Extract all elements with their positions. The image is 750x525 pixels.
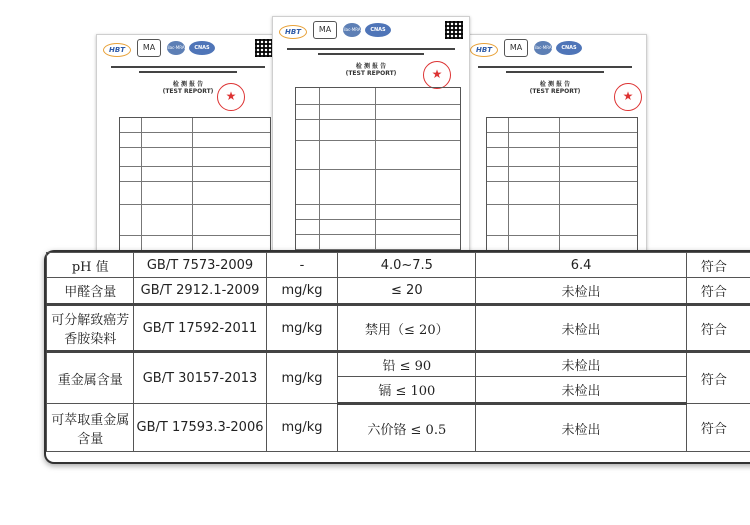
judgement-cell: 符合	[686, 305, 750, 352]
report-title: 检 测 报 告 (TEST REPORT)	[345, 63, 397, 77]
report-header-text	[474, 63, 636, 76]
report-page-center	[272, 16, 470, 256]
result-cell: 6.4	[476, 253, 687, 278]
test-item-cell: 重金属含量	[47, 352, 134, 404]
result-cell: 未检出	[476, 278, 687, 305]
ma-logo: MA	[137, 39, 161, 57]
test-results-table	[46, 252, 750, 452]
judgement-cell: 符合	[686, 352, 750, 404]
certification-logos	[103, 39, 273, 61]
report-page-left	[96, 34, 280, 256]
cnas-logo: CNAS	[365, 23, 391, 37]
limit-cell: 4.0~7.5	[338, 253, 476, 278]
test-item-cell: 甲醛含量	[47, 278, 134, 305]
qr-code-icon	[445, 21, 463, 39]
unit-cell: mg/kg	[266, 404, 338, 452]
result-cell: 未检出	[476, 377, 687, 404]
judgement-cell: 符合	[686, 404, 750, 452]
unit-cell: mg/kg	[266, 352, 338, 404]
table-row	[47, 278, 750, 305]
standard-cell: GB/T 7573-2009	[134, 253, 266, 278]
table-row	[47, 305, 750, 352]
report-header-text	[283, 45, 459, 58]
report-mini-table	[119, 117, 271, 251]
ilac-logo: ilac-MRA	[343, 23, 361, 37]
table-row	[47, 404, 750, 452]
unit-cell: -	[266, 253, 338, 278]
ilac-logo: ilac-MRA	[167, 41, 185, 55]
report-title: 检 测 报 告 (TEST REPORT)	[162, 81, 214, 95]
standard-cell: GB/T 2912.1-2009	[134, 278, 266, 305]
test-item-cell: 可分解致癌芳 香胺染料	[47, 305, 134, 352]
report-title: 检 测 报 告 (TEST REPORT)	[529, 81, 581, 95]
limit-cell: 镉 ≤ 100	[338, 377, 476, 404]
result-cell: 未检出	[476, 404, 687, 452]
standard-cell: GB/T 17592-2011	[134, 305, 266, 352]
cnas-logo: CNAS	[189, 41, 215, 55]
zoomed-results-table	[44, 250, 750, 464]
red-seal-icon: ★	[217, 83, 245, 111]
unit-cell: mg/kg	[266, 305, 338, 352]
limit-cell: 铅 ≤ 90	[338, 352, 476, 377]
qr-code-icon	[255, 39, 273, 57]
judgement-cell: 符合	[686, 253, 750, 278]
unit-cell: mg/kg	[266, 278, 338, 305]
certification-logos	[279, 21, 463, 43]
cnas-logo: CNAS	[556, 41, 582, 55]
standard-cell: GB/T 30157-2013	[134, 352, 266, 404]
test-item-cell: pH 值	[47, 253, 134, 278]
report-page-right	[463, 34, 647, 256]
certification-logos	[470, 39, 640, 61]
limit-cell: 禁用（≤ 20）	[338, 305, 476, 352]
hbt-logo: HBT	[470, 43, 498, 57]
result-cell: 未检出	[476, 352, 687, 377]
hbt-logo: HBT	[279, 25, 307, 39]
result-cell: 未检出	[476, 305, 687, 352]
ilac-logo: ilac-MRA	[534, 41, 552, 55]
standard-cell: GB/T 17593.3-2006	[134, 404, 266, 452]
limit-cell: ≤ 20	[338, 278, 476, 305]
table-row	[47, 253, 750, 278]
ma-logo: MA	[504, 39, 528, 57]
ma-logo: MA	[313, 21, 337, 39]
report-header-text	[107, 63, 269, 76]
limit-cell: 六价铬 ≤ 0.5	[338, 404, 476, 452]
report-mini-table	[295, 87, 461, 251]
table-row	[47, 352, 750, 377]
red-seal-icon: ★	[423, 61, 451, 89]
red-seal-icon: ★	[614, 83, 642, 111]
test-item-cell: 可萃取重金属 含量	[47, 404, 134, 452]
judgement-cell: 符合	[686, 278, 750, 305]
hbt-logo: HBT	[103, 43, 131, 57]
report-mini-table	[486, 117, 638, 251]
